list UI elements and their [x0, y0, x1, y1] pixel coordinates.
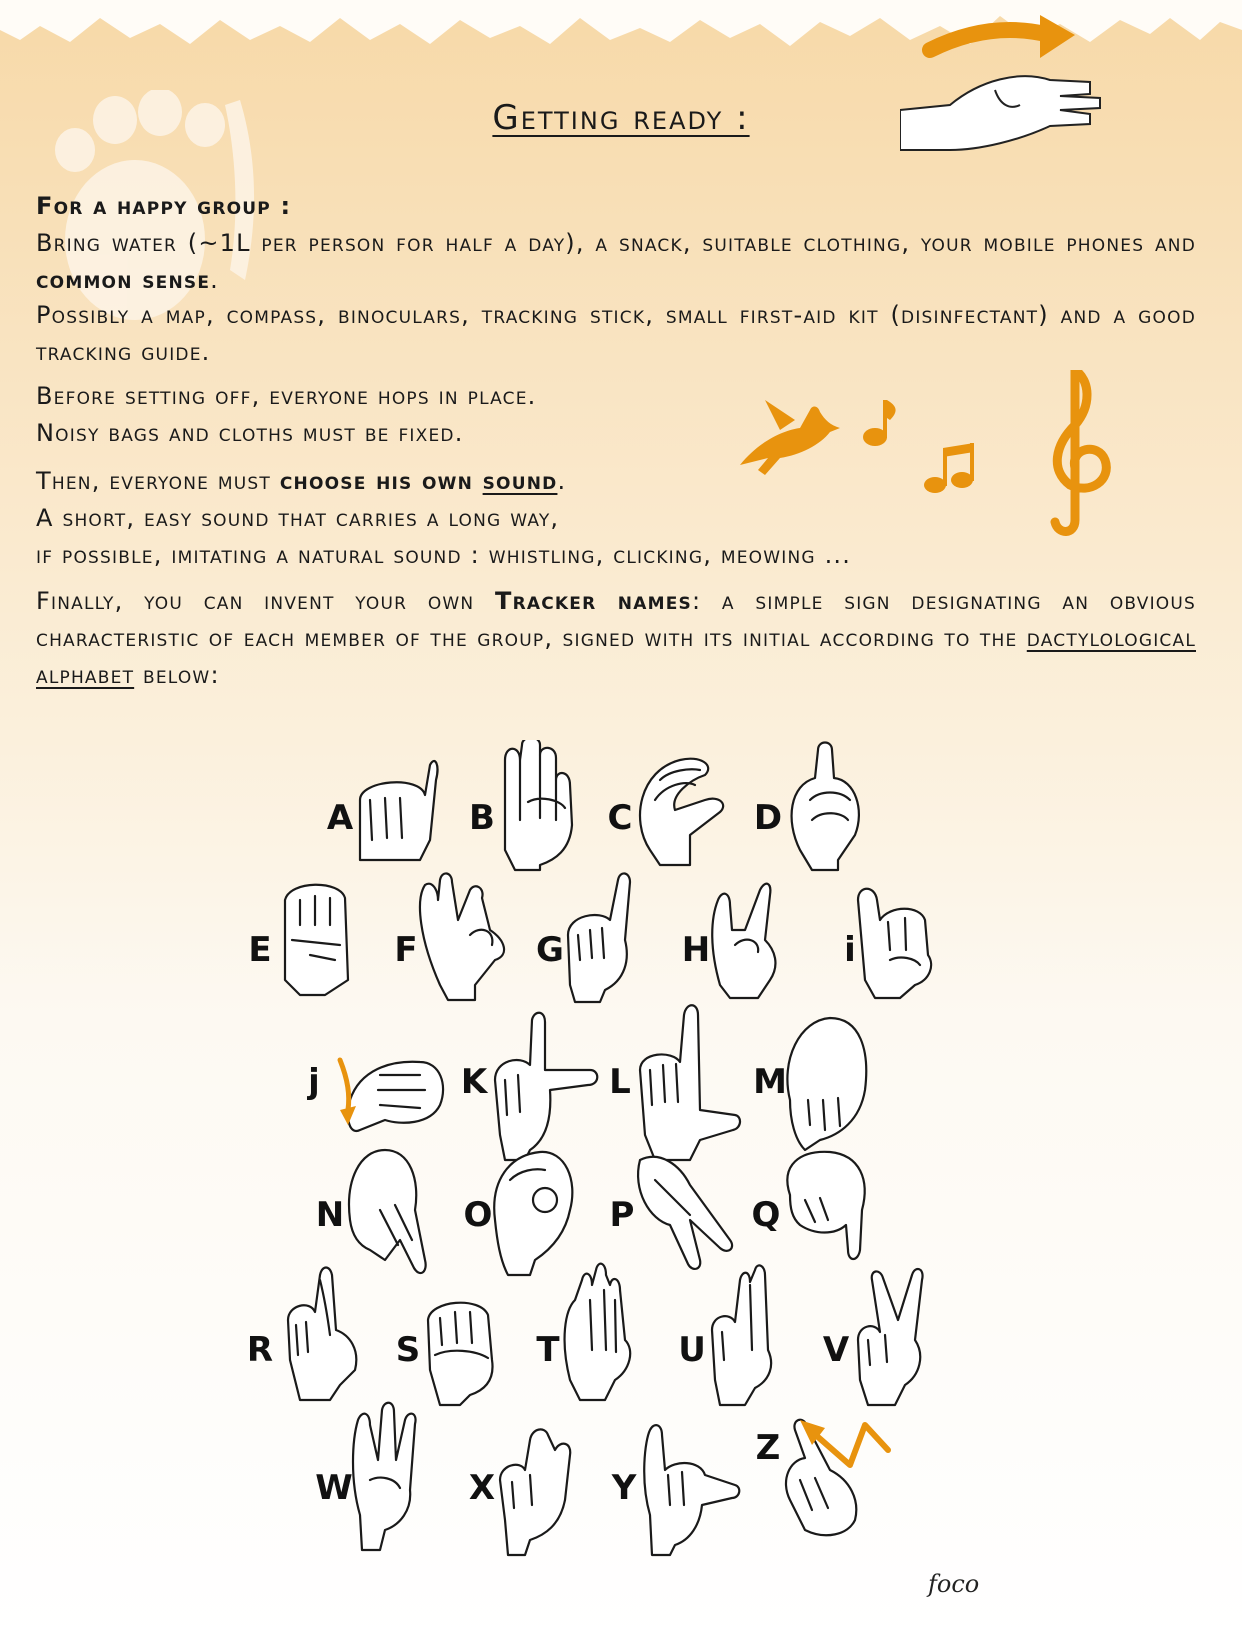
paragraph-noisy: Noisy bags and cloths must be fixed.: [36, 419, 464, 447]
hand-sign-k: [495, 1013, 597, 1160]
hand-sign-c: [640, 759, 723, 865]
letter-i: i: [844, 930, 856, 970]
letter-a: A: [326, 798, 354, 838]
letter-f: F: [394, 930, 418, 970]
hand-sign-i: [858, 889, 931, 998]
hand-sign-o: [494, 1152, 572, 1275]
hand-sign-p: [638, 1157, 732, 1269]
hand-sign-v: [858, 1269, 923, 1405]
hand-sign-q: [787, 1152, 864, 1259]
letter-z: Z: [755, 1428, 781, 1468]
paragraph-ifpossible: if possible, imitating a natural sound : whistling, clicking, meowing ...: [36, 541, 852, 569]
letter-d: D: [753, 798, 783, 838]
letter-e: E: [248, 930, 272, 970]
letter-w: W: [315, 1468, 353, 1508]
hand-sign-f: [420, 873, 504, 1000]
hand-sign-e: [285, 885, 348, 995]
hand-sign-r: [288, 1268, 356, 1401]
letter-n: N: [315, 1195, 345, 1235]
hand-sign-t: [565, 1264, 631, 1400]
hand-sign-b: [505, 740, 572, 870]
hand-icon: [900, 10, 1140, 170]
treble-clef-icon: [1055, 370, 1106, 532]
letter-r: R: [246, 1330, 274, 1370]
letter-s: S: [395, 1330, 421, 1370]
hand-sign-h: [712, 884, 775, 998]
letter-p: P: [609, 1195, 635, 1235]
letter-g: G: [536, 930, 564, 970]
arrow-icon: [340, 1060, 349, 1110]
hand-sign-w: [353, 1403, 416, 1550]
bird-icon: [740, 400, 840, 475]
letter-u: U: [678, 1330, 706, 1370]
letter-t: T: [536, 1330, 560, 1370]
music-note-icon: [863, 400, 896, 446]
hand-sign-j: [348, 1062, 443, 1131]
letter-b: B: [469, 798, 495, 838]
hand-sign-a: [360, 761, 437, 860]
letter-y: Y: [611, 1468, 637, 1508]
page-title: Getting ready :: [492, 98, 750, 138]
letter-x: X: [468, 1468, 496, 1508]
letter-k: K: [460, 1062, 488, 1102]
letter-m: M: [753, 1062, 787, 1102]
artist-signature: foco: [928, 1570, 980, 1598]
letter-o: O: [463, 1195, 493, 1235]
hand-sign-u: [712, 1265, 771, 1405]
paragraph-then: Then, everyone must choose his own sound.: [36, 467, 567, 495]
hand-sign-l: [640, 1005, 740, 1160]
paragraph-hops: Before setting off, everyone hops in place.: [36, 382, 537, 410]
paragraph-possibly: Possibly a map, compass, binoculars, tracking stick, small first-aid kit (disinfectant) and a good tracking guide.: [36, 301, 1196, 366]
hand-sign-x: [500, 1429, 570, 1555]
letter-q: Q: [751, 1195, 781, 1235]
music-illustration: [740, 370, 1160, 540]
paragraph-short: A short, easy sound that carries a long way,: [36, 504, 560, 532]
section-heading: For a happy group :: [36, 192, 292, 220]
hand-sign-g: [568, 873, 630, 1002]
paragraph-finally: Finally, you can invent your own Tracker names: a simple sign designating an obvious characteristic of each member of the group, signed with its initial according to the dactylological alphabet below:: [36, 587, 1196, 689]
paragraph-bring: Bring water (~1L per person for half a day), a snack, suitable clothing, your mobile phones and common sense.: [36, 229, 1196, 294]
dactylological-alphabet: [0, 740, 1242, 1620]
hand-signs-layer: [0, 740, 1242, 1620]
letter-h: H: [681, 930, 711, 970]
letter-j: j: [308, 1062, 320, 1102]
letter-v: V: [822, 1330, 850, 1370]
letter-l: L: [609, 1062, 631, 1102]
letter-c: C: [607, 798, 633, 838]
hand-sign-y: [644, 1425, 739, 1555]
hand-sign-n: [349, 1150, 426, 1273]
hand-sign-m: [787, 1018, 866, 1150]
music-note-icon: [924, 443, 974, 493]
hand-sign-s: [428, 1303, 493, 1405]
hand-sign-d: [792, 743, 859, 871]
